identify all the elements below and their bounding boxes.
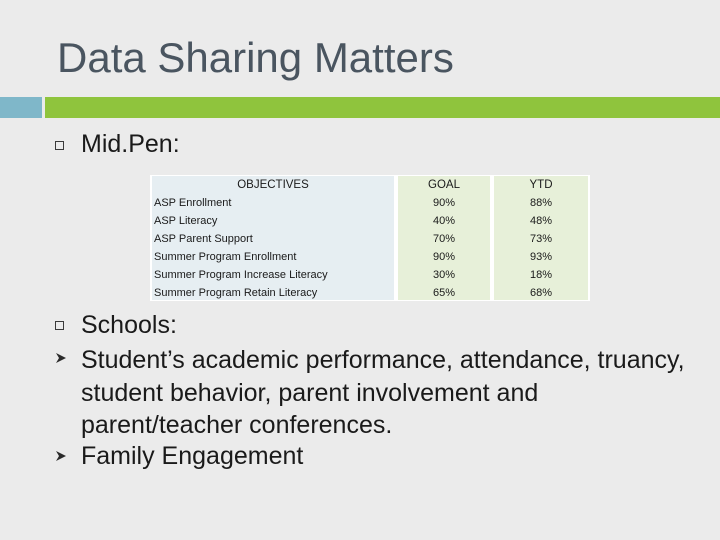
square-bullet-icon	[55, 321, 64, 330]
arrowhead-bullet-icon	[55, 352, 67, 364]
row-objective: Summer Program Enrollment	[152, 248, 394, 266]
accent-bar-blue	[0, 97, 42, 118]
row-ytd: 48%	[494, 212, 588, 230]
row-ytd: 73%	[494, 230, 588, 248]
row-objective: Summer Program Retain Literacy	[152, 284, 394, 300]
row-ytd: 93%	[494, 248, 588, 266]
bullet-family-engagement: Family Engagement	[81, 442, 304, 470]
bullet-schools: Schools:	[81, 311, 177, 339]
row-goal: 65%	[398, 284, 490, 300]
table-header-objectives: OBJECTIVES	[152, 176, 394, 194]
row-ytd: 18%	[494, 266, 588, 284]
arrowhead-bullet-icon	[55, 450, 67, 462]
objectives-table	[150, 175, 590, 301]
accent-bar-green	[45, 97, 720, 118]
row-ytd: 68%	[494, 284, 588, 300]
square-bullet-icon	[55, 141, 64, 150]
row-ytd: 88%	[494, 194, 588, 212]
slide-title: Data Sharing Matters	[57, 34, 454, 81]
schools-detail-text: Student’s academic performance, attendance, truancy, student behavior, parent involvement and parent/teacher conferences.	[81, 346, 685, 439]
row-goal: 90%	[398, 248, 490, 266]
row-goal: 30%	[398, 266, 490, 284]
row-goal: 70%	[398, 230, 490, 248]
row-objective: Summer Program Increase Literacy	[152, 266, 394, 284]
table-header-goal: GOAL	[398, 176, 490, 194]
row-objective: ASP Enrollment	[152, 194, 394, 212]
row-goal: 90%	[398, 194, 490, 212]
bullet-midpen: Mid.Pen:	[81, 130, 180, 158]
row-objective: ASP Parent Support	[152, 230, 394, 248]
table-header-ytd: YTD	[494, 176, 588, 194]
row-objective: ASP Literacy	[152, 212, 394, 230]
row-goal: 40%	[398, 212, 490, 230]
